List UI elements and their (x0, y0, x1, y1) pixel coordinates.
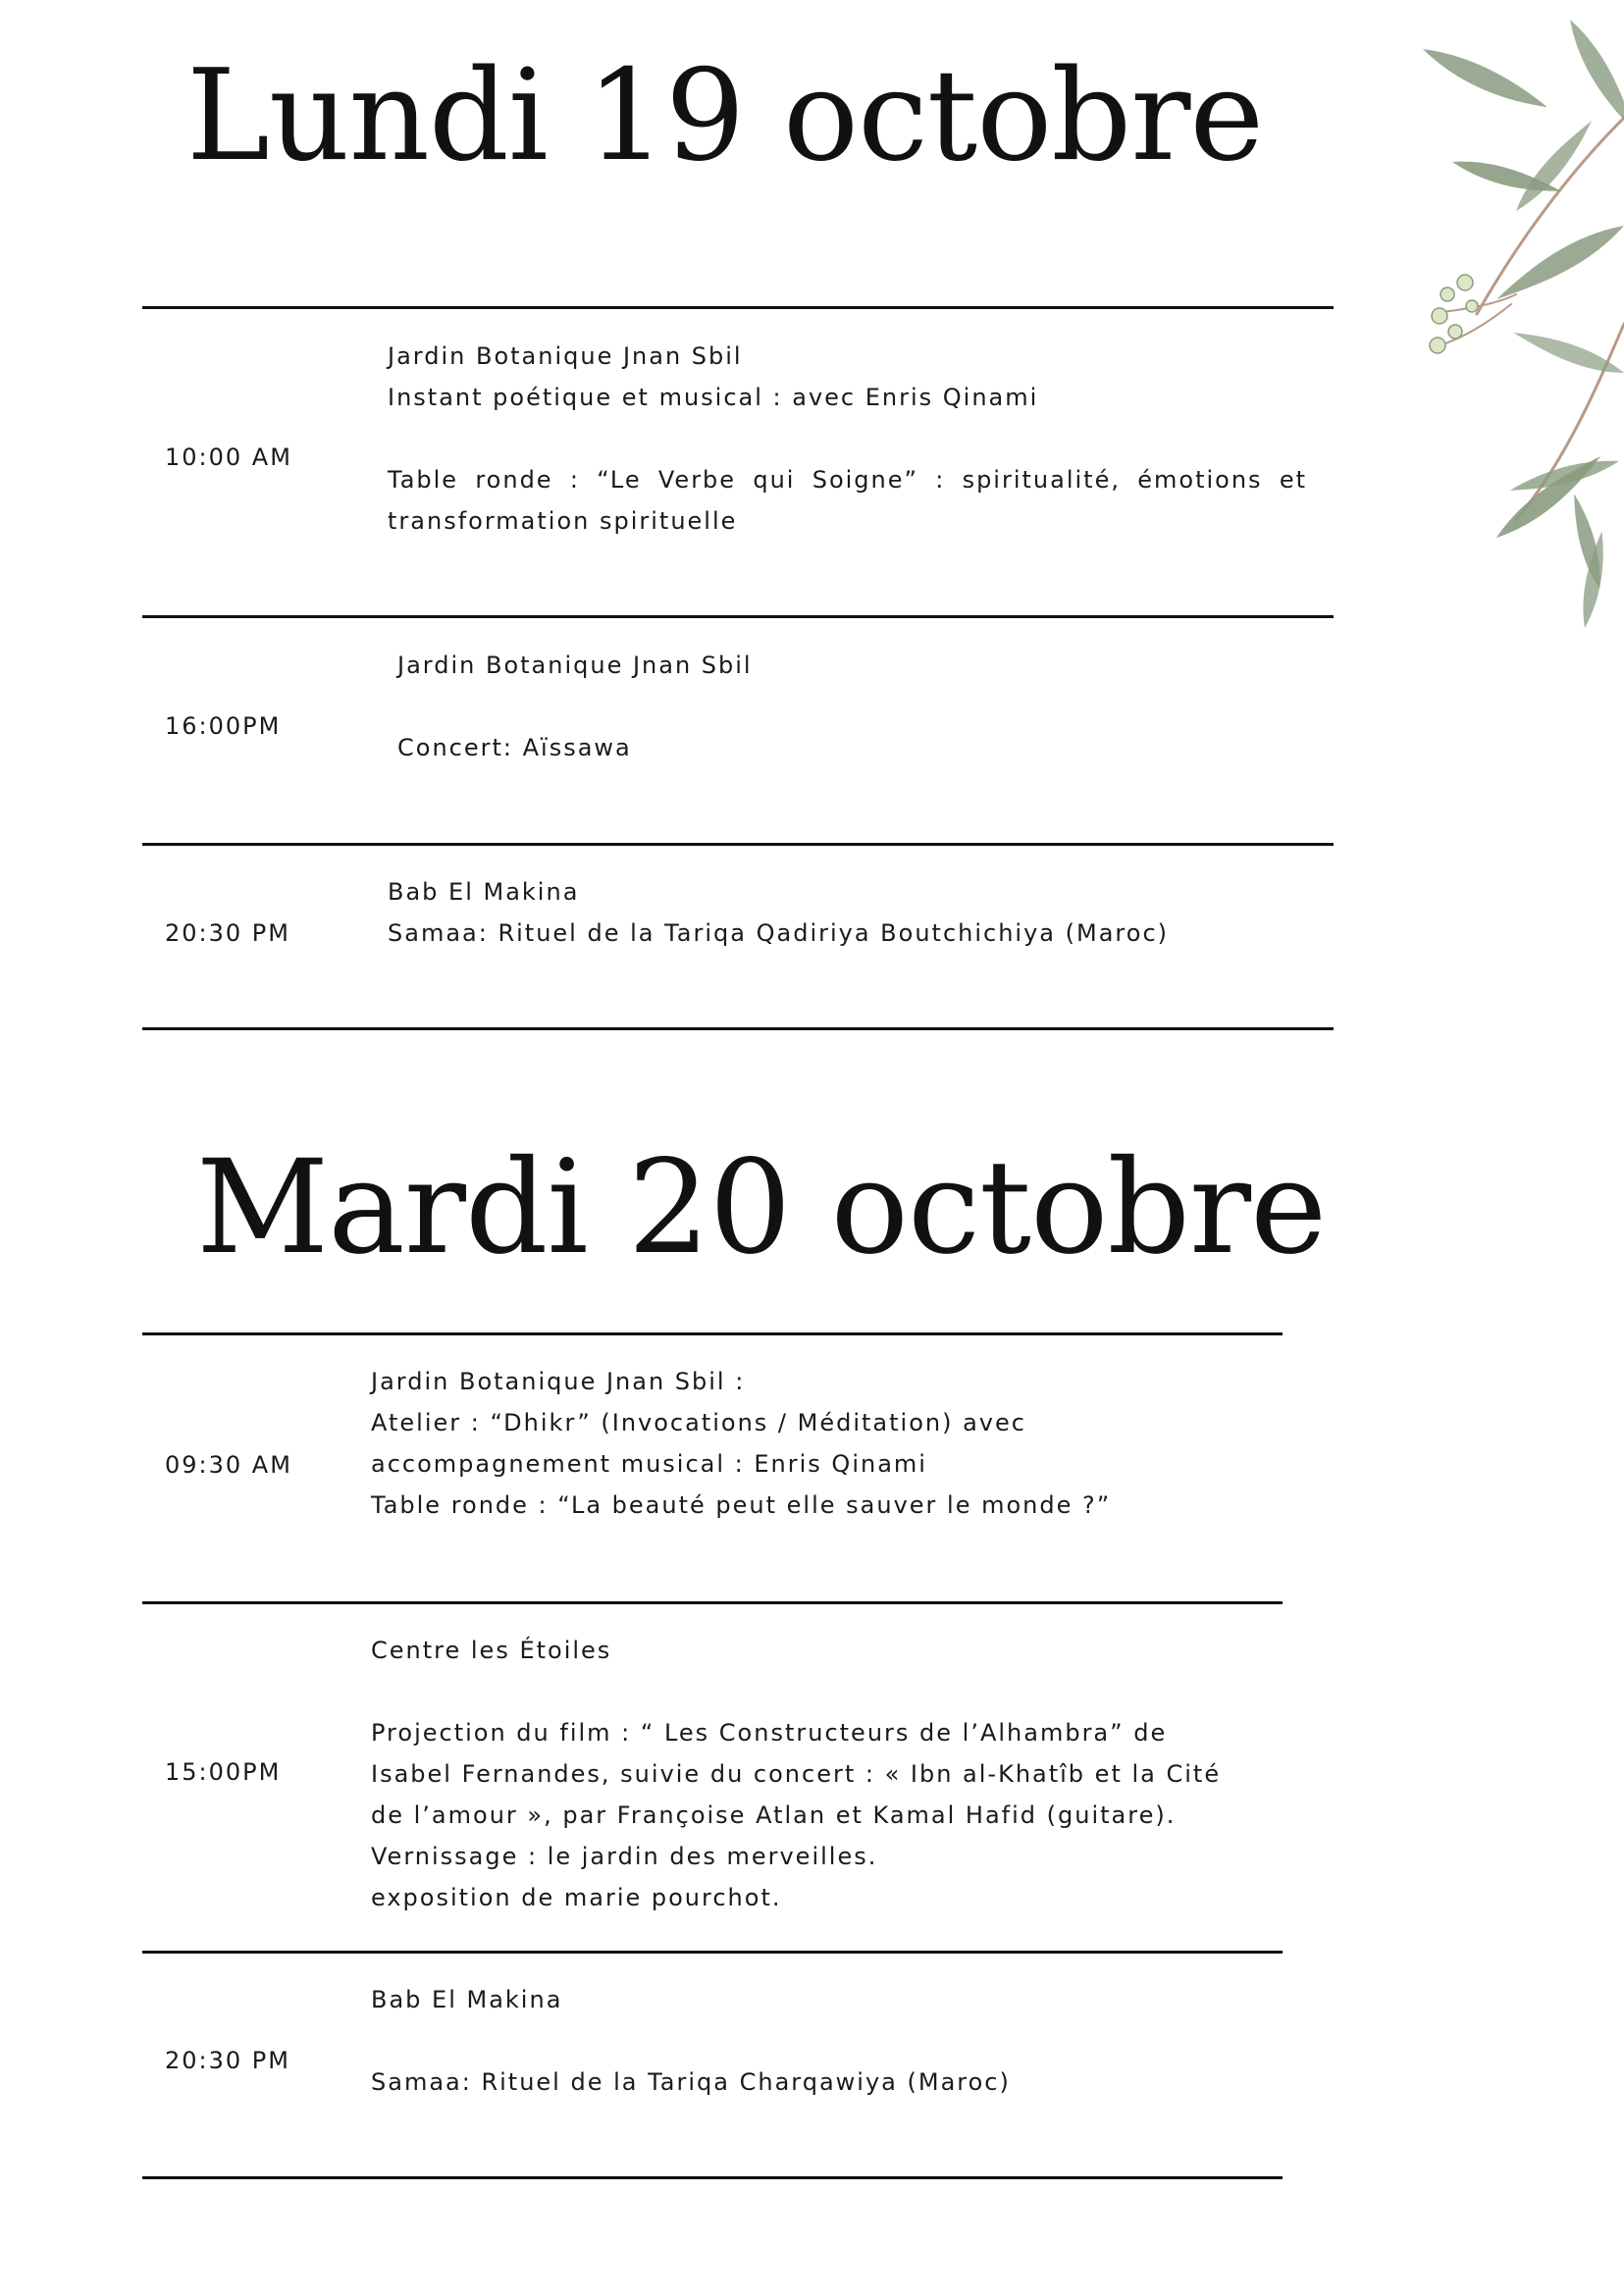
event-time: 20:30 PM (165, 2047, 290, 2074)
event-venue: Jardin Botanique Jnan Sbil (388, 342, 743, 370)
event-line: Projection du film : “ Les Constructeurs de l’Alhambra” de Isabel Fernandes, suivie du concert : « Ibn al-Khatîb et la Cité de l’amour », par Françoise Atlan et Kamal Hafid (guitare). (371, 1719, 1222, 1829)
blank-line (397, 686, 1307, 727)
blank-line (371, 1671, 1254, 1712)
day-title-mardi: Mardi 20 octobre (196, 1132, 1327, 1283)
event-venue: Bab El Makina (388, 878, 580, 906)
event-description (371, 1630, 1254, 1918)
divider (142, 306, 1334, 309)
event-line: Samaa: Rituel de la Tariqa Charqawiya (Maroc) (371, 2068, 1011, 2096)
event-venue: Bab El Makina (371, 1986, 563, 2013)
event-description (388, 336, 1307, 542)
event-line: Instant poétique et musical : avec Enris Qinami (388, 384, 1039, 411)
leaf-group (1418, 15, 1624, 629)
divider (142, 615, 1334, 618)
event-description (371, 1979, 1254, 2103)
day-title-lundi: Lundi 19 octobre (186, 43, 1264, 189)
berry-cluster (1430, 275, 1478, 353)
event-line: Concert: Aïssawa (397, 734, 632, 761)
event-description (397, 645, 1307, 768)
event-venue: Centre les Étoiles (371, 1637, 612, 1664)
event-time: 09:30 AM (165, 1451, 292, 1479)
event-venue: Jardin Botanique Jnan Sbil (397, 652, 753, 679)
eucalyptus-branch-icon (1349, 0, 1624, 648)
divider (142, 1027, 1334, 1030)
blank-line (371, 2020, 1254, 2061)
blank-line (388, 418, 1307, 459)
event-line: Table ronde : “Le Verbe qui Soigne” : spiritualité, émotions et transformation spirituelle (388, 466, 1307, 535)
event-venue: Jardin Botanique Jnan Sbil : (371, 1368, 746, 1395)
divider (142, 1601, 1283, 1604)
event-line: Atelier : “Dhikr” (Invocations / Méditation) avec accompagnement musical : Enris Qinami (371, 1409, 1026, 1478)
event-line: exposition de marie pourchot. (371, 1884, 782, 1911)
event-line: Table ronde : “La beauté peut elle sauver le monde ?” (371, 1491, 1112, 1519)
event-description (371, 1361, 1254, 1526)
divider (142, 843, 1334, 846)
event-line: Samaa: Rituel de la Tariqa Qadiriya Boutchichiya (Maroc) (388, 919, 1169, 947)
event-description (388, 871, 1307, 954)
event-time: 10:00 AM (165, 444, 292, 471)
event-time: 15:00PM (165, 1758, 282, 1786)
event-time: 20:30 PM (165, 919, 290, 947)
divider (142, 1951, 1283, 1954)
event-time: 16:00PM (165, 712, 282, 740)
divider (142, 1332, 1283, 1335)
divider (142, 2176, 1283, 2179)
event-line: Vernissage : le jardin des merveilles. (371, 1843, 878, 1870)
